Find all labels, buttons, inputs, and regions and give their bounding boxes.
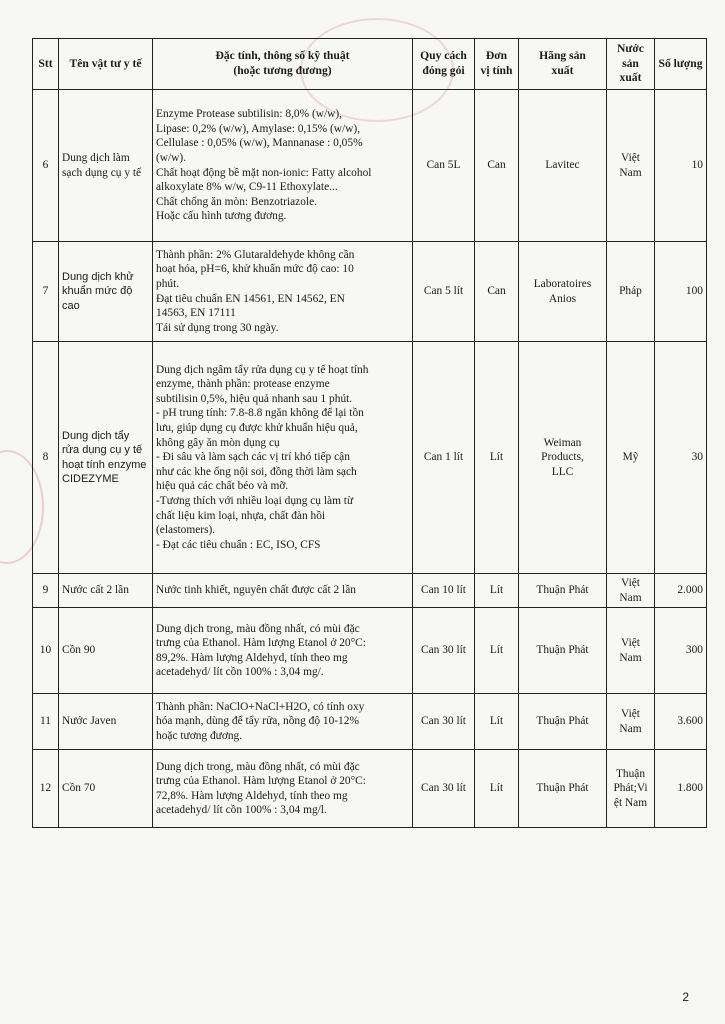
row-spec: Nước tinh khiết, nguyên chất được cất 2 lần <box>153 574 413 608</box>
row-spec: Thành phần: NaClO+NaCl+H2O, có tính oxy hóa mạnh, dùng để tẩy rửa, nồng độ 10-12% hoặc tương đương. <box>153 694 413 750</box>
header-spec: Đặc tính, thông số kỹ thuật (hoặc tương đương) <box>153 39 413 90</box>
header-stt: Stt <box>33 39 59 90</box>
header-packaging: Quy cách đóng gói <box>413 39 475 90</box>
row-stt: 11 <box>33 694 59 750</box>
row-unit: Lít <box>475 694 519 750</box>
table-row <box>33 608 707 694</box>
row-name: Dung dịch tẩy rửa dụng cụ y tế hoạt tính enzyme CIDEZYME <box>59 342 153 574</box>
row-stt: 10 <box>33 608 59 694</box>
row-packaging: Can 30 lít <box>413 608 475 694</box>
row-packaging: Can 5L <box>413 90 475 242</box>
row-spec: Enzyme Protease subtilisin: 8,0% (w/w), Lipase: 0,2% (w/w), Amylase: 0,15% (w/w), Cellulase : 0,05% (w/w), Mannanase : 0,05% (w/w). Chất hoạt động bề mặt non-ionic: Fatty alcohol alkoxylate 8% w/w, C9-11 Ethoxylate... Chất chống ăn mòn: Benzotriazole. Hoặc cấu hình tương đương. <box>153 90 413 242</box>
header-name: Tên vật tư y tế <box>59 39 153 90</box>
row-quantity: 300 <box>655 608 707 694</box>
table-row <box>33 694 707 750</box>
page-number: 2 <box>682 990 689 1004</box>
row-quantity: 10 <box>655 90 707 242</box>
row-origin: Việt Nam <box>607 574 655 608</box>
row-packaging: Can 10 lít <box>413 574 475 608</box>
header-manufacturer: Hãng sản xuất <box>519 39 607 90</box>
table-row <box>33 574 707 608</box>
row-packaging: Can 30 lít <box>413 694 475 750</box>
medical-supplies-table <box>32 38 707 828</box>
row-quantity: 30 <box>655 342 707 574</box>
row-origin: Việt Nam <box>607 694 655 750</box>
table-row <box>33 90 707 242</box>
header-quantity: Số lượng <box>655 39 707 90</box>
row-spec: Dung dịch trong, màu đồng nhất, có mùi đặc trưng của Ethanol. Hàm lượng Etanol ở 20°C: 89,2%. Hàm lượng Aldehyd, tính theo mg acetadehyd/ lít cồn 100% : 3,04 mg/. <box>153 608 413 694</box>
table-row <box>33 750 707 828</box>
header-unit: Đơn vị tính <box>475 39 519 90</box>
row-unit: Can <box>475 90 519 242</box>
row-origin: Pháp <box>607 242 655 342</box>
row-quantity: 2.000 <box>655 574 707 608</box>
header-origin: Nước sản xuất <box>607 39 655 90</box>
row-name: Nước Javen <box>59 694 153 750</box>
row-manufacturer: Thuận Phát <box>519 750 607 828</box>
row-stt: 9 <box>33 574 59 608</box>
row-spec: Dung dịch trong, màu đồng nhất, có mùi đặc trưng của Ethanol. Hàm lượng Etanol ở 20°C: 72,8%. Hàm lượng Aldehyd, tính theo mg acetadehyd/ lít cồn 100% : 3,04 mg/l. <box>153 750 413 828</box>
row-spec: Thành phần: 2% Glutaraldehyde không cần hoạt hóa, pH=6, khử khuẩn mức độ cao: 10 phút. Đạt tiêu chuẩn EN 14561, EN 14562, EN 14563, EN 17111 Tái sử dụng trong 30 ngày. <box>153 242 413 342</box>
table-header-row <box>33 39 707 90</box>
row-manufacturer: Weiman Products, LLC <box>519 342 607 574</box>
row-spec: Dung dịch ngâm tẩy rửa dụng cụ y tế hoạt tính enzyme, thành phần: protease enzyme subtilisin 0,5%, hiệu quả nhanh sau 1 phút. - pH trung tính: 7.8-8.8 ngăn không để lại tồn lưu, giúp dụng cụ được khử khuẩn hiệu quả, không gây ăn mòn dụng cụ - Đi sâu và làm sạch các vị trí khó tiếp cận như các khe ống nội soi, đồng thời làm sạch hiệu quả các chất béo và mỡ. -Tương thích với nhiều loại dụng cụ làm từ chất liệu kim loại, nhựa, chất đàn hồi (elastomers). - Đạt các tiêu chuẩn : EC, ISO, CFS <box>153 342 413 574</box>
row-stt: 12 <box>33 750 59 828</box>
row-origin: Việt Nam <box>607 608 655 694</box>
row-unit: Lít <box>475 608 519 694</box>
row-manufacturer: Thuận Phát <box>519 608 607 694</box>
row-packaging: Can 5 lít <box>413 242 475 342</box>
row-quantity: 1.800 <box>655 750 707 828</box>
row-origin: Mỹ <box>607 342 655 574</box>
table-row <box>33 342 707 574</box>
row-name: Dung dịch khử khuẩn mức độ cao <box>59 242 153 342</box>
row-name: Cồn 90 <box>59 608 153 694</box>
row-manufacturer: Laboratoires Anios <box>519 242 607 342</box>
row-quantity: 3.600 <box>655 694 707 750</box>
row-unit: Lít <box>475 574 519 608</box>
row-unit: Can <box>475 242 519 342</box>
row-quantity: 100 <box>655 242 707 342</box>
row-stt: 7 <box>33 242 59 342</box>
row-origin: Thuận Phát;Vi ệt Nam <box>607 750 655 828</box>
row-stt: 8 <box>33 342 59 574</box>
row-manufacturer: Thuận Phát <box>519 694 607 750</box>
row-packaging: Can 1 lít <box>413 342 475 574</box>
row-stt: 6 <box>33 90 59 242</box>
row-origin: Việt Nam <box>607 90 655 242</box>
row-name: Dung dịch làm sạch dụng cụ y tế <box>59 90 153 242</box>
row-unit: Lít <box>475 342 519 574</box>
row-name: Nước cất 2 lần <box>59 574 153 608</box>
row-unit: Lít <box>475 750 519 828</box>
row-manufacturer: Lavitec <box>519 90 607 242</box>
table-row <box>33 242 707 342</box>
row-packaging: Can 30 lít <box>413 750 475 828</box>
row-name: Cồn 70 <box>59 750 153 828</box>
row-manufacturer: Thuận Phát <box>519 574 607 608</box>
